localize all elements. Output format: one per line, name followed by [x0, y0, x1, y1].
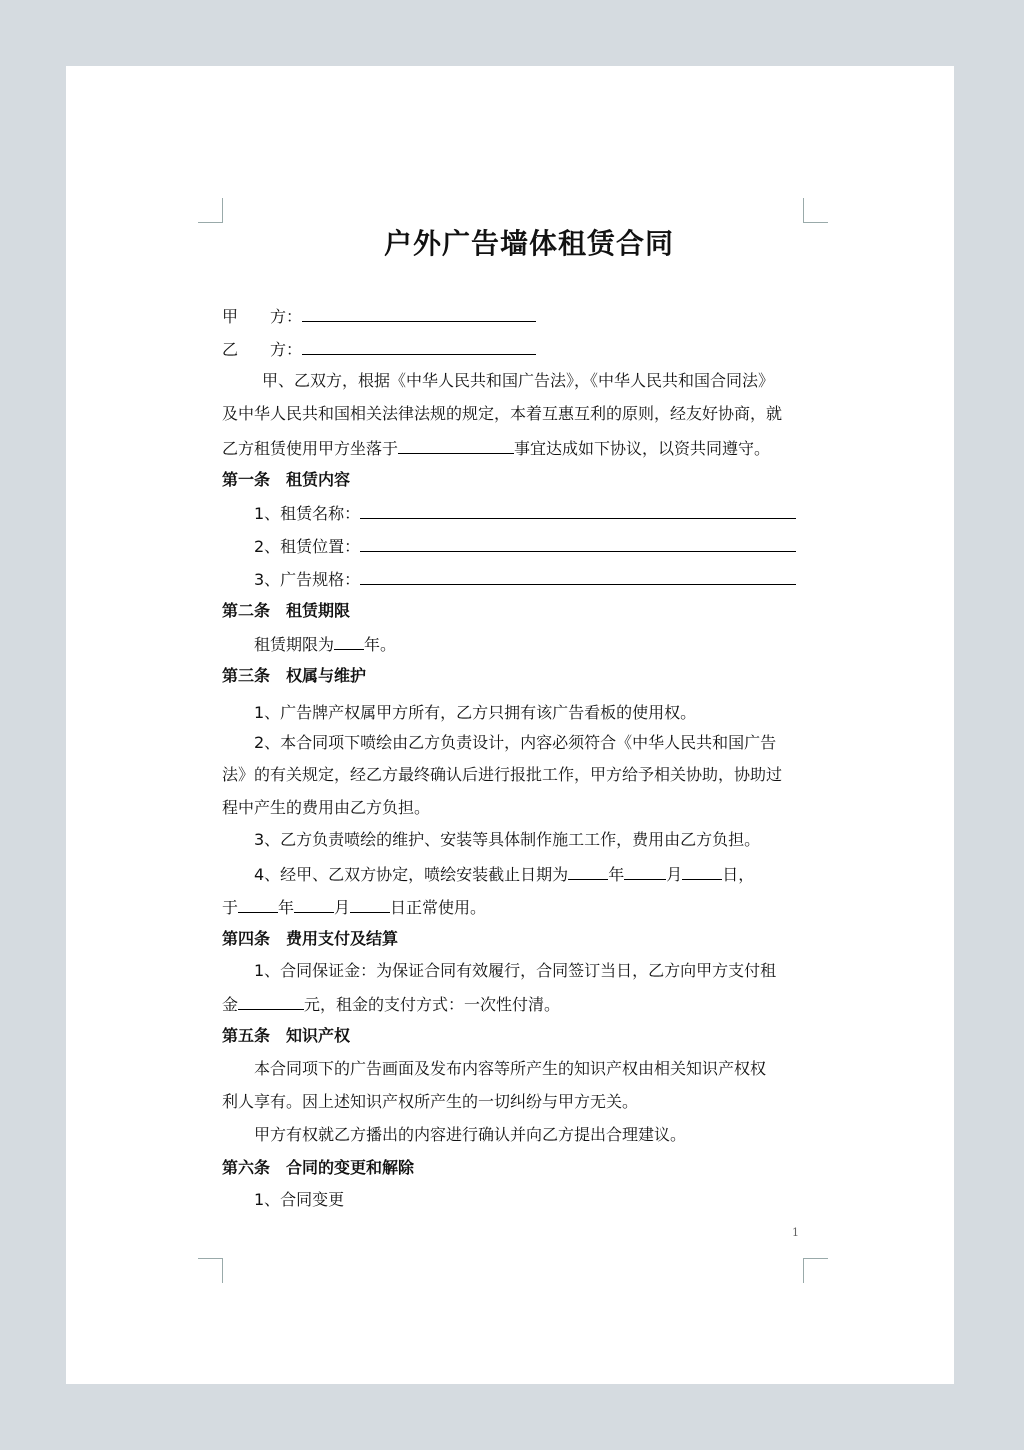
deadline-month-blank[interactable]	[624, 863, 666, 880]
corner-mark-top-right	[803, 198, 828, 223]
month-label: 月	[666, 865, 683, 884]
article-5-para-1-line-1: 本合同项下的广告画面及发布内容等所产生的知识产权由相关知识产权权	[254, 1059, 767, 1078]
install-deadline-label: 4、经甲、乙双方协定，喷绘安装截止日期为	[254, 865, 569, 884]
corner-mark-bottom-left	[198, 1258, 223, 1283]
ad-spec-label: 3、广告规格：	[254, 570, 361, 589]
article-1-item-2	[254, 535, 796, 557]
article-3-para-4-line-1	[254, 863, 754, 885]
use-day-blank[interactable]	[350, 896, 390, 913]
intro-line-2: 及中华人民共和国相关法律法规的规定，本着互惠互利的原则，经友好协商，就	[222, 404, 783, 423]
article-1-heading: 第一条 租赁内容	[222, 470, 351, 489]
document-page	[66, 66, 954, 1384]
lease-name-blank[interactable]	[360, 502, 796, 519]
ad-spec-blank[interactable]	[360, 568, 796, 585]
use-year-blank[interactable]	[238, 896, 278, 913]
year-label: 年	[608, 865, 625, 884]
intro-line-3-start: 乙方租赁使用甲方坐落于	[222, 439, 399, 458]
party-a-blank[interactable]	[302, 305, 536, 322]
party-b-blank[interactable]	[302, 338, 536, 355]
rent-amount-blank[interactable]	[238, 993, 304, 1010]
month-label: 月	[334, 898, 351, 917]
article-5-heading: 第五条 知识产权	[222, 1026, 351, 1045]
article-4-para-1-line-2	[222, 993, 560, 1015]
article-4-heading: 第四条 费用支付及结算	[222, 929, 399, 948]
use-date-prefix: 于	[222, 898, 239, 917]
deadline-day-blank[interactable]	[682, 863, 722, 880]
term-suffix: 年。	[364, 635, 397, 654]
article-3-para-4-line-2	[222, 896, 486, 918]
article-3-para-1: 1、广告牌产权属甲方所有，乙方只拥有该广告看板的使用权。	[254, 703, 697, 722]
article-2-text	[254, 633, 396, 655]
normal-use-text: 日正常使用。	[390, 898, 487, 917]
corner-mark-bottom-right	[803, 1258, 828, 1283]
party-a-label: 甲 方：	[222, 307, 303, 326]
use-month-blank[interactable]	[294, 896, 334, 913]
intro-line-3	[222, 437, 770, 459]
intro-line-1: 甲、乙双方，根据《中华人民共和国广告法》，《中华人民共和国合同法》	[262, 371, 775, 390]
article-1-item-1	[254, 502, 796, 524]
article-5-para-2: 甲方有权就乙方播出的内容进行确认并向乙方提出合理建议。	[254, 1125, 687, 1144]
lease-location-label: 2、租赁位置：	[254, 537, 361, 556]
corner-mark-top-left	[198, 198, 223, 223]
article-3-para-2-line-3: 程中产生的费用由乙方负担。	[222, 798, 431, 817]
day-label: 日，	[722, 865, 755, 884]
party-b-line	[222, 338, 536, 360]
intro-line-3-end: 事宜达成如下协议，以资共同遵守。	[514, 439, 771, 458]
page-number: 1	[792, 1226, 799, 1239]
article-3-para-2-line-2: 法》的有关规定，经乙方最终确认后进行报批工作，甲方给予相关协助，协助过	[222, 765, 783, 784]
lease-location-blank[interactable]	[360, 535, 796, 552]
article-4-para-1-line-1: 1、合同保证金：为保证合同有效履行，合同签订当日，乙方向甲方支付租	[254, 961, 777, 980]
article-6-heading: 第六条 合同的变更和解除	[222, 1158, 415, 1177]
party-b-label: 乙 方：	[222, 340, 303, 359]
article-3-para-3: 3、乙方负责喷绘的维护、安装等具体制作施工工作，费用由乙方负担。	[254, 830, 761, 849]
term-label: 租赁期限为	[254, 635, 335, 654]
deadline-year-blank[interactable]	[568, 863, 608, 880]
party-a-line	[222, 305, 536, 327]
document-title: 户外广告墙体租赁合同	[383, 227, 674, 260]
article-3-heading: 第三条 权属与维护	[222, 666, 367, 685]
term-years-blank[interactable]	[334, 633, 364, 650]
article-1-item-3	[254, 568, 796, 590]
lease-name-label: 1、租赁名称：	[254, 504, 361, 523]
article-2-heading: 第二条 租赁期限	[222, 601, 351, 620]
article-6-item-1: 1、合同变更	[254, 1190, 345, 1209]
article-5-para-1-line-2: 利人享有。因上述知识产权所产生的一切纠纷与甲方无关。	[222, 1092, 639, 1111]
rent-prefix: 金	[222, 995, 239, 1014]
article-3-para-2-line-1: 2、本合同项下喷绘由乙方负责设计，内容必须符合《中华人民共和国广告	[254, 733, 777, 752]
rent-payment-text: 元，租金的支付方式：一次性付清。	[304, 995, 561, 1014]
year-label: 年	[278, 898, 295, 917]
location-blank[interactable]	[398, 437, 514, 454]
